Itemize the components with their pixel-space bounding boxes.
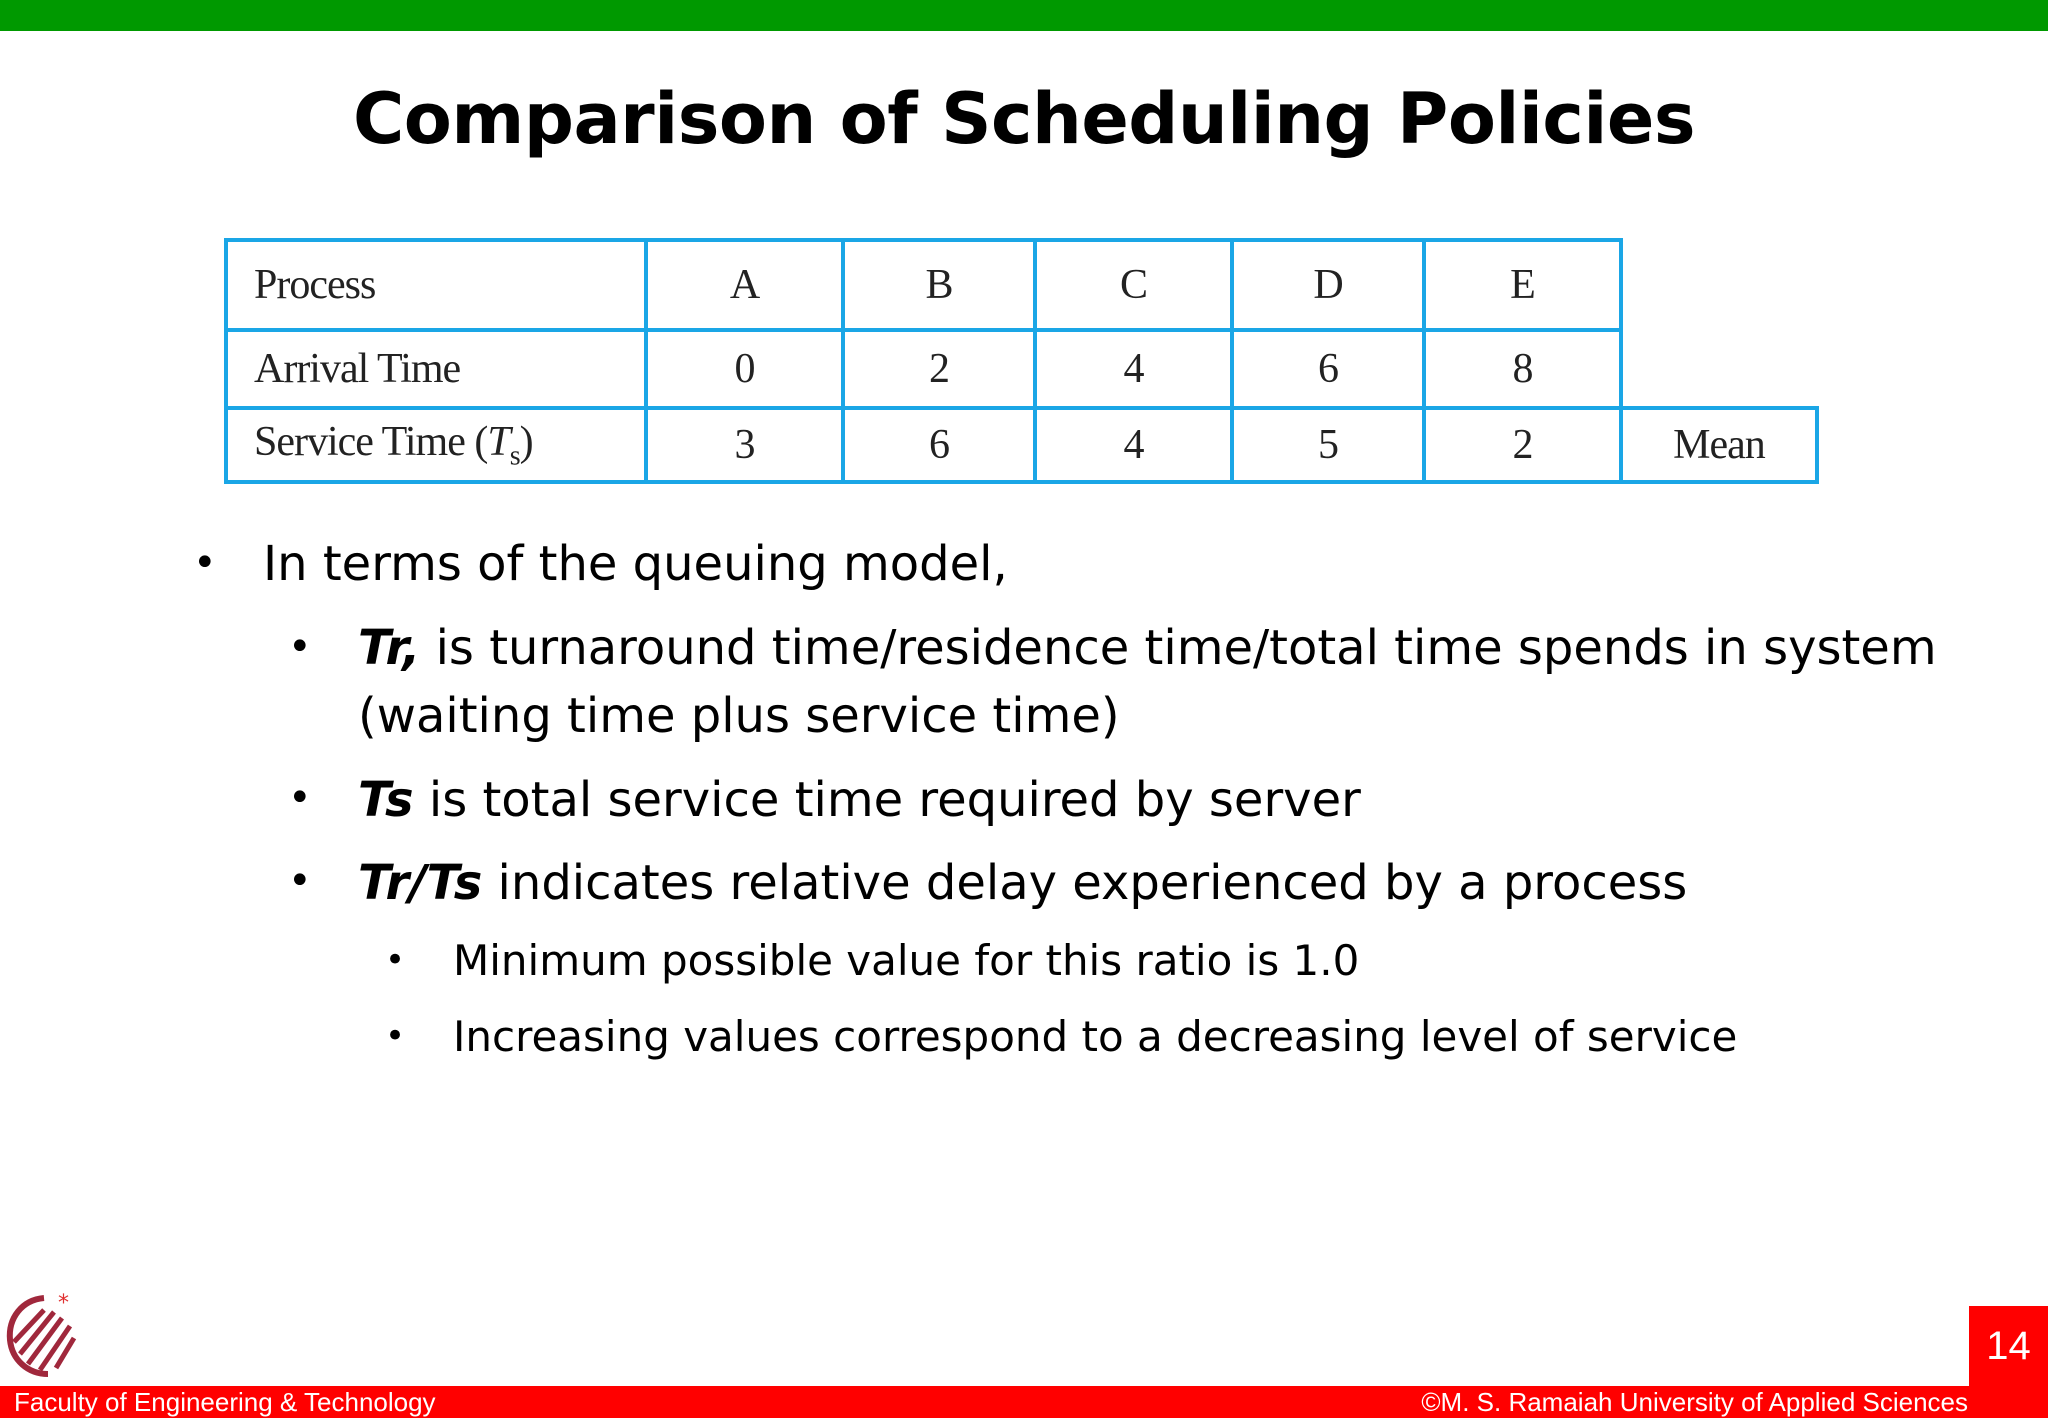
table-row-header: [226, 408, 646, 482]
bullet-dot: •: [288, 624, 312, 670]
bullet-dot: •: [193, 540, 217, 586]
bullet-text-cont: (waiting time plus service time): [358, 688, 1120, 744]
table-cell: A: [646, 240, 843, 330]
bullet-item: [358, 766, 1998, 834]
table-cell: 6: [1232, 330, 1424, 408]
service-time-close: ): [519, 418, 533, 465]
footer-faculty: Faculty of Engineering & Technology: [14, 1387, 436, 1417]
table-cell: C: [1035, 240, 1232, 330]
table-row: [226, 330, 1817, 408]
university-logo-icon: [4, 1290, 78, 1380]
table-empty-cell: [1621, 330, 1817, 408]
table-cell: D: [1232, 240, 1424, 330]
footer-copyright: ©M. S. Ramaiah University of Applied Sciences: [1421, 1387, 1968, 1417]
bullet-text: indicates relative delay experienced by a process: [482, 855, 1688, 911]
footer-bar: [0, 1386, 2048, 1418]
table-cell: 0: [646, 330, 843, 408]
top-accent-bar: [0, 0, 2048, 31]
table-cell: 3: [646, 408, 843, 482]
page-number: 14: [1969, 1306, 2048, 1386]
table-row: [226, 408, 1817, 482]
bullet-item: Minimum possible value for this ratio is 1.0: [453, 936, 1360, 985]
term-ts: Ts: [358, 772, 414, 828]
table-row: [226, 240, 1817, 330]
service-time-subscript: s: [509, 440, 520, 472]
bullet-item: In terms of the queuing model,: [263, 536, 1008, 592]
table-row-header: Arrival Time: [226, 330, 646, 408]
table-cell: B: [843, 240, 1035, 330]
bullet-text: is total service time required by server: [413, 772, 1361, 828]
bullet-dot: •: [385, 940, 406, 980]
table-cell: 4: [1035, 330, 1232, 408]
process-table: [224, 238, 1819, 484]
table-cell: 2: [843, 330, 1035, 408]
table-cell: 2: [1424, 408, 1621, 482]
table-cell: 5: [1232, 408, 1424, 482]
bullet-item: Increasing values correspond to a decreasing level of service: [453, 1012, 1738, 1061]
service-time-label: Service Time (: [254, 418, 488, 465]
table-cell: E: [1424, 240, 1621, 330]
bullet-item: [358, 849, 1998, 917]
term-tr: Tr,: [358, 620, 421, 676]
table-cell: 8: [1424, 330, 1621, 408]
table-row-header: Process: [226, 240, 646, 330]
table-cell-mean: Mean: [1621, 408, 1817, 482]
bullet-dot: •: [288, 775, 312, 821]
bullet-item: [358, 614, 1998, 750]
bullet-text: is turnaround time/residence time/total time spends in system: [420, 620, 1937, 676]
table-empty-cell: [1621, 240, 1817, 330]
table-cell: 6: [843, 408, 1035, 482]
slide-title: Comparison of Scheduling Policies: [352, 78, 1696, 160]
service-time-var: T: [487, 418, 510, 465]
svg-text:*: *: [58, 1291, 69, 1316]
term-tr-ts: Tr/Ts: [358, 855, 483, 911]
table-cell: 4: [1035, 408, 1232, 482]
bullet-dot: •: [385, 1016, 406, 1056]
bullet-dot: •: [288, 858, 312, 904]
